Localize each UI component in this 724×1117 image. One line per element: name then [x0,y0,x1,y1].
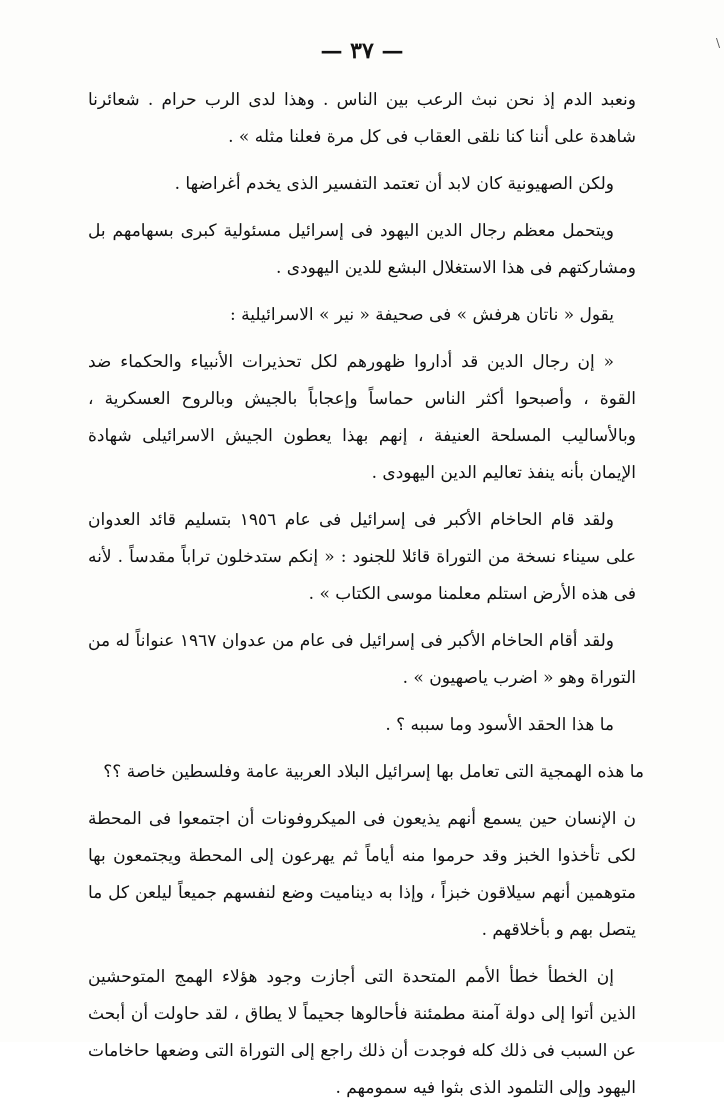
paragraph-3: ويتحمل معظم رجال الدين اليهود فى إسرائيل مسئولية كبرى بسهامهم بل ومشاركتهم فى هذا الاستغلال البشع للدين اليهودى . [88,221,636,278]
paragraph-11: إن الخطأ خطأ الأمم المتحدة التى أجازت وجود هؤلاء الهمج المتوحشين الذين أتوا إلى دولة آمنة مطمئنة فأحالوها جحيماً لا يطاق ، لقد حاولت أن أبحث عن السبب فى ذلك كله فوجدت أن ذلك راجع إلى التوراة التى وضعها حاخامات اليهود وإلى التلمود الذى بثوا فيه سمومهم . [88,967,636,1098]
paragraph-question-1: ما هذا الحقد الأسود وما سببه ؟ . [385,715,614,735]
paragraph-question-2: ما هذه الهمجية التى تعامل بها إسرائيل البلاد العربية عامة وفلسطين خاصة ؟؟ [103,762,644,782]
paragraph-2: ولكن الصهيونية كان لابد أن تعتمد التفسير الذى يخدم أغراضها . [174,174,614,194]
paragraph-6: ولقد قام الحاخام الأكبر فى إسرائيل فى عام ١٩٥٦ بتسليم قائد العدوان على سيناء نسخة من التوراة قائلا للجنود : « إنكم ستدخلون تراباً مقدساً . لأنه فى هذه الأرض استلم معلمنا موسى الكتاب » . [88,510,636,604]
body-text [88,82,644,1117]
paragraph-10: ن الإنسان حين يسمع أنهم يذيعون فى الميكروفونات أن اجتمعوا فى المحطة لكى تأخذوا الخبز وقد حرموا منه أياماً ثم يهرعون إلى المحطة ويجتمعون بها متوهمين أنهم سيلاقون خبزاً ، وإذا به ديناميت وضع لنفسهم جميعاً ليلعن كل ما يتصل بهم و بأخلاقهم . [88,809,636,940]
paragraph-7: ولقد أقام الحاخام الأكبر فى إسرائيل فى عام من عدوان ١٩٦٧ عنواناً له من التوراة وهو « اضرب ياصهيون » . [88,631,636,688]
paragraph-quote: « إن رجال الدين قد أداروا ظهورهم لكل تحذيرات الأنبياء والحكماء ضد القوة ، وأصبحوا أكثر الناس حماساً وإعجاباً بالجيش وبالروح العسكرية ، وبالأساليب المسلحة العنيفة ، إنهم بهذا يعطون الجيش الاسرائيلى شهادة الإيمان بأنه ينفذ تعاليم الدين اليهودى . [88,352,636,483]
paragraph-4: يقول « ناتان هرفش » فى صحيفة « نير » الاسرائيلية : [230,305,614,325]
page-number: — ٣٧ — [320,38,404,64]
corner-mark: \ [715,36,720,50]
paragraph-1: ونعبد الدم إذ نحن نبث الرعب بين الناس . وهذا لدى الرب حرام . شعائرنا شاهدة على أننا كنا نلقى العقاب فى كل مرة فعلنا مثله » . [88,90,636,147]
